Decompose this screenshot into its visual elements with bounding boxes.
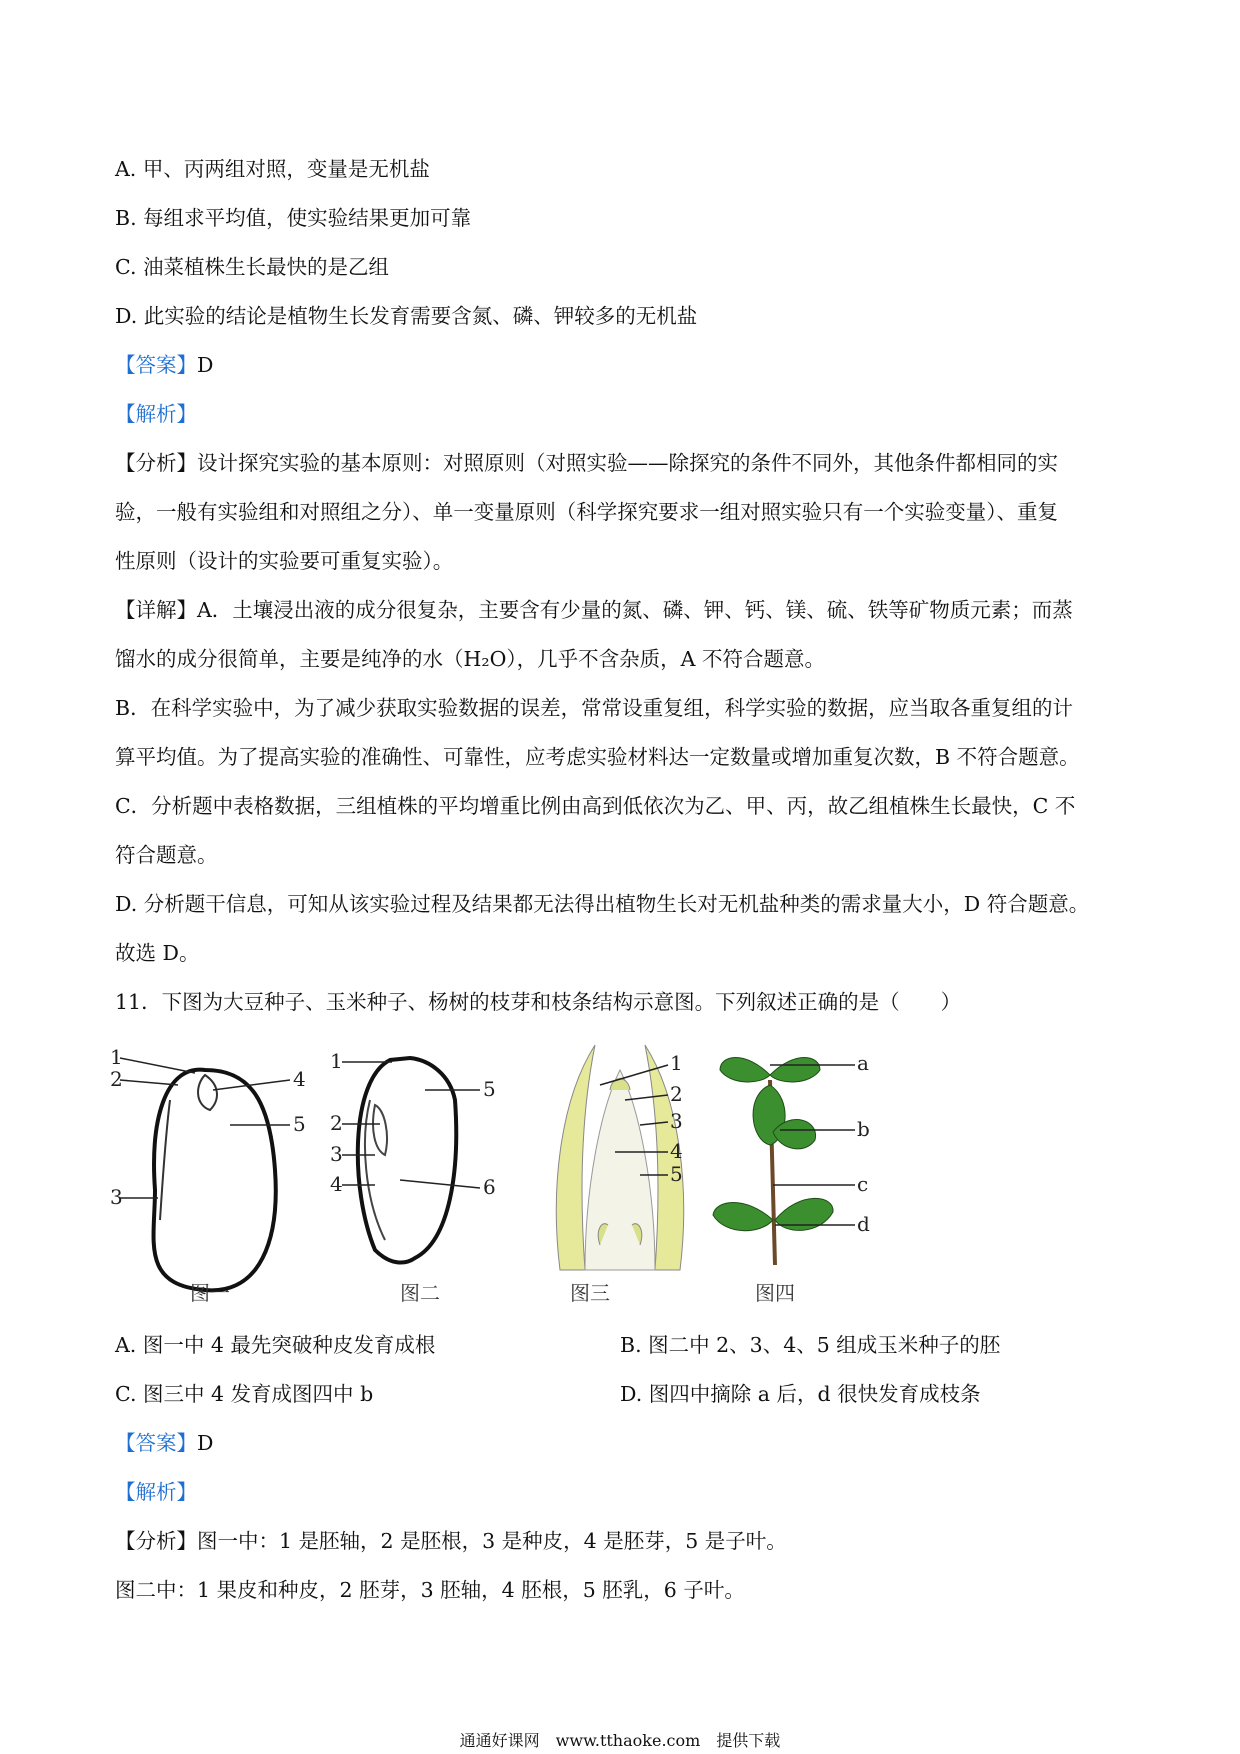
answer-value: D xyxy=(197,1431,214,1455)
fig1-label-5: 5 xyxy=(293,1112,306,1136)
answer-tag: 【答案】 xyxy=(115,1431,197,1455)
fig3-label-2: 2 xyxy=(670,1082,683,1106)
page-footer: 通通好课网 www.tthaoke.com 提供下载 xyxy=(459,1731,781,1750)
fig1-label-4: 4 xyxy=(293,1067,306,1091)
fig3-label-5: 5 xyxy=(670,1162,683,1186)
q10-xiangjie-line-4: 算平均值。为了提高实验的准确性、可靠性，应考虑实验材料达一定数量或增加重复次数，B 不符合题意。 xyxy=(115,745,1080,769)
fig3-label-3: 3 xyxy=(670,1109,683,1133)
figure-3-branch-bud xyxy=(540,1040,700,1310)
q10-xiangjie-line-2: 馏水的成分很简单，主要是纯净的水（H₂O），几乎不含杂质，A 不符合题意。 xyxy=(115,647,825,671)
fig3-label-4: 4 xyxy=(670,1139,683,1163)
q11-option-a: A. 图一中 4 最先突破种皮发育成根 xyxy=(115,1333,436,1357)
figure-1-soybean-seed xyxy=(110,1040,310,1310)
fig1-label-2: 2 xyxy=(110,1067,123,1091)
q10-fenxi-line-3: 性原则（设计的实验要可重复实验）。 xyxy=(115,549,454,573)
q10-option-b: B. 每组求平均值，使实验结果更加可靠 xyxy=(115,206,472,230)
q10-fenxi-line-2: 验，一般有实验组和对照组之分）、单一变量原则（科学探究要求一组对照实验只有一个实验变量）、重复 xyxy=(115,500,1058,524)
q10-xiangjie-line-6: 符合题意。 xyxy=(115,843,218,867)
fig4-label-c: c xyxy=(857,1172,869,1196)
fig3-caption: 图三 xyxy=(570,1281,610,1305)
fig3-label-1: 1 xyxy=(670,1051,683,1075)
fig2-label-6: 6 xyxy=(483,1175,496,1199)
q10-jiexi-line xyxy=(115,399,197,429)
fig2-label-3: 3 xyxy=(330,1142,343,1166)
q10-option-a: A. 甲、丙两组对照，变量是无机盐 xyxy=(115,157,430,181)
answer-tag: 【答案】 xyxy=(115,353,197,377)
q11-stem: 11．下图为大豆种子、玉米种子、杨树的枝芽和枝条结构示意图。下列叙述正确的是（ ） xyxy=(115,990,962,1014)
xiangjie-text: A．土壤浸出液的成分很复杂，主要含有少量的氮、磷、钾、钙、镁、硫、铁等矿物质元素；而蒸 xyxy=(197,598,1073,622)
q10-xiangjie-line-5: C．分析题中表格数据，三组植株的平均增重比例由高到低依次为乙、甲、丙，故乙组植株生长最快，C 不 xyxy=(115,794,1076,818)
q11-option-d: D. 图四中摘除 a 后，d 很快发育成枝条 xyxy=(620,1382,981,1406)
fig2-label-5: 5 xyxy=(483,1077,496,1101)
q11-option-c: C. 图三中 4 发育成图四中 b xyxy=(115,1382,374,1406)
xiangjie-tag: 【详解】 xyxy=(115,598,197,622)
q10-option-c: C. 油菜植株生长最快的是乙组 xyxy=(115,255,389,279)
q10-option-d: D. 此实验的结论是植物生长发育需要含氮、磷、钾较多的无机盐 xyxy=(115,304,698,328)
q10-xiangjie-line-8: 故选 D。 xyxy=(115,941,200,965)
answer-value: D xyxy=(197,353,214,377)
fig2-label-1: 1 xyxy=(330,1049,343,1073)
figure-2-corn-seed xyxy=(330,1040,510,1310)
q11-fenxi-line-2: 图二中：1 果皮和种皮，2 胚芽，3 胚轴，4 胚根，5 胚乳，6 子叶。 xyxy=(115,1578,745,1602)
q11-figures xyxy=(110,1040,870,1310)
q10-xiangjie-line-7: D. 分析题干信息，可知从该实验过程及结果都无法得出植物生长对无机盐种类的需求量大小，D 符合题意。 xyxy=(115,892,1090,916)
fig4-label-a: a xyxy=(857,1051,869,1075)
fig4-caption: 图四 xyxy=(755,1281,795,1305)
q11-fenxi-line-1 xyxy=(115,1526,787,1556)
q11-option-b: B. 图二中 2、3、4、5 组成玉米种子的胚 xyxy=(620,1333,1001,1357)
fenxi-tag: 【分析】 xyxy=(115,451,197,475)
q10-fenxi-line-1 xyxy=(115,448,1058,478)
q10-answer-line xyxy=(115,350,213,380)
fenxi-text: 设计探究实验的基本原则：对照原则（对照实验——除探究的条件不同外，其他条件都相同的实 xyxy=(197,451,1058,475)
q11-jiexi-line xyxy=(115,1477,197,1507)
fig1-label-3: 3 xyxy=(110,1185,123,1209)
fenxi-text: 图一中：1 是胚轴，2 是胚根，3 是种皮，4 是胚芽，5 是子叶。 xyxy=(197,1529,787,1553)
q10-xiangjie-line-1 xyxy=(115,595,1073,625)
q11-answer-line xyxy=(115,1428,213,1458)
fig1-caption: 图一 xyxy=(190,1281,230,1305)
fig1-label-1: 1 xyxy=(110,1045,123,1069)
figure-4-twig xyxy=(705,1040,875,1310)
fig4-label-d: d xyxy=(857,1212,870,1236)
jiexi-tag: 【解析】 xyxy=(115,402,197,426)
fig2-label-2: 2 xyxy=(330,1111,343,1135)
fenxi-tag: 【分析】 xyxy=(115,1529,197,1553)
q10-xiangjie-line-3: B．在科学实验中，为了减少获取实验数据的误差，常常设重复组，科学实验的数据，应当取各重复组的计 xyxy=(115,696,1074,720)
fig2-label-4: 4 xyxy=(330,1172,343,1196)
fig2-caption: 图二 xyxy=(400,1281,440,1305)
jiexi-tag: 【解析】 xyxy=(115,1480,197,1504)
fig4-label-b: b xyxy=(857,1117,870,1141)
